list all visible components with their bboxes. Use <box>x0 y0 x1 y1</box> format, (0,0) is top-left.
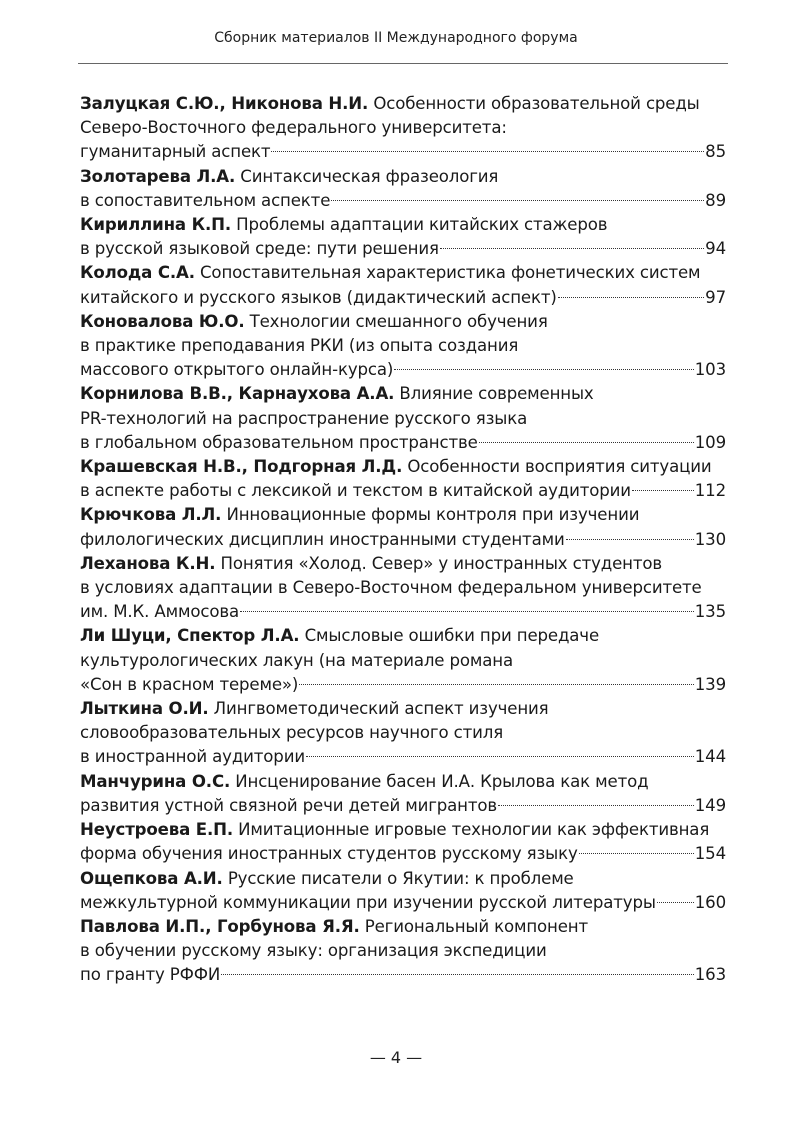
toc-authors: Ощепкова А.И. <box>80 868 223 888</box>
toc-page-number: 85 <box>705 142 726 162</box>
toc-title-text: «Сон в красном тереме») <box>80 674 299 694</box>
toc-title-text: в обучении русскому языку: организация экспедиции <box>80 941 547 961</box>
toc-title-text: в условиях адаптации в Северо-Восточном федеральном университете <box>80 578 702 598</box>
toc-authors: Ли Шуци, Спектор Л.А. <box>80 626 300 646</box>
dot-leader <box>579 853 694 854</box>
toc-entry <box>80 213 726 261</box>
toc-title-text: Имитационные игровые технологии как эффективная <box>238 820 710 840</box>
toc-entry-last-line <box>80 140 726 164</box>
dot-leader <box>306 756 694 757</box>
toc-title-text: в русской языковой среде: пути решения <box>80 239 439 259</box>
toc-entry-line <box>80 334 726 358</box>
toc-page-number: 103 <box>694 360 726 380</box>
toc-title-text: по гранту РФФИ <box>80 965 221 985</box>
dot-leader <box>566 539 694 540</box>
toc-entry-last-line <box>80 745 726 769</box>
toc-authors: Золотарева Л.А. <box>80 166 236 186</box>
toc-entry-line <box>80 382 726 406</box>
toc-title-text: Влияние современных <box>399 384 594 404</box>
toc-entry-last-line <box>80 189 726 213</box>
toc-page-number: 109 <box>694 432 726 452</box>
toc-entry <box>80 624 726 697</box>
toc-entry-last-line <box>80 358 726 382</box>
toc-title-text: PR-технологий на распространение русского языка <box>80 408 528 428</box>
toc-entry-last-line <box>80 479 726 503</box>
toc-authors: Манчурина О.С. <box>80 771 231 791</box>
toc-title-text: китайского и русского языков (дидактический аспект) <box>80 287 557 307</box>
toc-title-text: Проблемы адаптации китайских стажеров <box>236 215 608 235</box>
toc-entry <box>80 382 726 455</box>
toc-entry-line <box>80 649 726 673</box>
page-number: — 4 — <box>369 1048 423 1067</box>
toc-title-text: в практике преподавания РКИ (из опыта создания <box>80 336 519 356</box>
toc-entry <box>80 867 726 915</box>
toc-entry-last-line <box>80 286 726 310</box>
toc-title-text: массового открытого онлайн-курса) <box>80 360 394 380</box>
toc-entry-last-line <box>80 528 726 552</box>
toc-entry <box>80 165 726 213</box>
toc-title-text: в сопоставительном аспекте <box>80 190 331 210</box>
toc-authors: Крашевская Н.В., Подгорная Л.Д. <box>80 457 403 477</box>
toc-authors: Колода С.А. <box>80 263 195 283</box>
toc-title-text: в иностранной аудитории <box>80 747 305 767</box>
dot-leader <box>240 611 694 612</box>
dot-leader <box>299 684 694 685</box>
toc-entry-last-line <box>80 600 726 624</box>
toc-entry-line <box>80 697 726 721</box>
toc-page-number: 94 <box>705 239 726 259</box>
toc-entry-line <box>80 552 726 576</box>
toc-entry <box>80 455 726 503</box>
toc-entry-line <box>80 939 726 963</box>
toc-entry-line <box>80 721 726 745</box>
toc-entry-line <box>80 261 726 285</box>
toc-title-text: в глобальном образовательном пространстве <box>80 432 478 452</box>
toc-page-number: 97 <box>705 287 726 307</box>
dot-leader <box>440 248 704 249</box>
toc-entry <box>80 770 726 818</box>
dot-leader <box>271 151 704 152</box>
toc-entry-line <box>80 818 726 842</box>
dot-leader <box>221 974 694 975</box>
toc-title-text: Особенности образовательной среды <box>373 94 700 113</box>
header-divider <box>78 63 728 64</box>
toc-entry <box>80 261 726 309</box>
toc-title-text: Технологии смешанного обучения <box>249 311 548 331</box>
dot-leader <box>498 805 694 806</box>
toc-title-text: Сопоставительная характеристика фонетических систем <box>200 263 701 283</box>
toc-authors: Кириллина К.П. <box>80 215 232 235</box>
toc-title-text: форма обучения иностранных студентов русскому языку <box>80 844 578 864</box>
toc-entry <box>80 915 726 988</box>
toc-entry-line <box>80 455 726 479</box>
toc-page-number: 163 <box>694 965 726 985</box>
toc-title-text: Синтаксическая фразеология <box>240 166 499 186</box>
toc-page-number: 130 <box>694 529 726 549</box>
toc-entry <box>80 92 726 165</box>
toc-authors: Корнилова В.В., Карнаухова А.А. <box>80 384 395 404</box>
toc-entry-last-line <box>80 673 726 697</box>
toc-title-text: Инсценирование басен И.А. Крылова как метод <box>235 771 649 791</box>
toc-authors: Лыткина О.И. <box>80 699 209 719</box>
toc-title-text: межкультурной коммуникации при изучении русской литературы <box>80 892 656 912</box>
toc-entry-last-line <box>80 842 726 866</box>
toc-title-text: Инновационные формы контроля при изучении <box>226 505 640 525</box>
running-header: Сборник материалов II Международного форума <box>214 30 578 46</box>
toc-entry <box>80 503 726 551</box>
toc-entry-last-line <box>80 237 726 261</box>
toc-entry-line <box>80 770 726 794</box>
toc-page-number: 135 <box>694 602 726 622</box>
dot-leader <box>632 490 694 491</box>
table-of-contents <box>80 92 726 988</box>
toc-entry-line <box>80 624 726 648</box>
toc-entry-last-line <box>80 963 726 987</box>
toc-authors: Залуцкая С.Ю., Никонова Н.И. <box>80 94 369 113</box>
dot-leader <box>558 297 704 298</box>
toc-page-number: 112 <box>694 481 726 501</box>
toc-page-number: 139 <box>694 674 726 694</box>
dot-leader <box>331 200 704 201</box>
toc-entry-last-line <box>80 794 726 818</box>
toc-entry <box>80 818 726 866</box>
toc-authors: Леханова К.Н. <box>80 553 216 573</box>
toc-title-text: Смысловые ошибки при передаче <box>304 626 599 646</box>
toc-title-text: развития устной связной речи детей мигрантов <box>80 795 498 815</box>
toc-title-text: им. М.К. Аммосова <box>80 602 239 622</box>
toc-entry-line <box>80 92 726 116</box>
toc-entry-line <box>80 213 726 237</box>
toc-entry-line <box>80 407 726 431</box>
toc-authors: Крючкова Л.Л. <box>80 505 222 525</box>
toc-title-text: культурологических лакун (на материале романа <box>80 650 513 670</box>
toc-title-text: Северо-Восточного федерального университета: <box>80 118 507 138</box>
toc-entry <box>80 310 726 383</box>
toc-entry-line <box>80 165 726 189</box>
toc-title-text: Понятия «Холод. Север» у иностранных студентов <box>220 553 662 573</box>
toc-entry <box>80 552 726 625</box>
toc-entry-last-line <box>80 891 726 915</box>
toc-page-number: 144 <box>694 747 726 767</box>
dot-leader <box>479 442 694 443</box>
toc-page-number: 89 <box>705 190 726 210</box>
toc-entry-line <box>80 915 726 939</box>
toc-entry-line <box>80 503 726 527</box>
toc-authors: Коновалова Ю.О. <box>80 311 245 331</box>
toc-authors: Павлова И.П., Горбунова Я.Я. <box>80 916 360 936</box>
toc-entry-last-line <box>80 431 726 455</box>
toc-entry-line <box>80 867 726 891</box>
toc-authors: Неустроева Е.П. <box>80 820 234 840</box>
toc-title-text: в аспекте работы с лексикой и текстом в китайской аудитории <box>80 481 631 501</box>
dot-leader <box>657 902 694 903</box>
toc-title-text: Лингвометодический аспект изучения <box>213 699 549 719</box>
toc-entry <box>80 697 726 770</box>
toc-page-number: 154 <box>694 844 726 864</box>
toc-title-text: филологических дисциплин иностранными студентами <box>80 529 565 549</box>
toc-entry-line <box>80 116 726 140</box>
toc-title-text: Региональный компонент <box>364 916 589 936</box>
toc-page-number: 160 <box>694 892 726 912</box>
toc-title-text: словообразовательных ресурсов научного стиля <box>80 723 504 743</box>
dot-leader <box>394 369 694 370</box>
toc-title-text: Русские писатели о Якутии: к проблеме <box>227 868 574 888</box>
toc-page-number: 149 <box>694 795 726 815</box>
toc-entry-line <box>80 310 726 334</box>
toc-title-text: Особенности восприятия ситуации <box>407 457 712 477</box>
toc-title-text: гуманитарный аспект <box>80 142 271 162</box>
toc-entry-line <box>80 576 726 600</box>
